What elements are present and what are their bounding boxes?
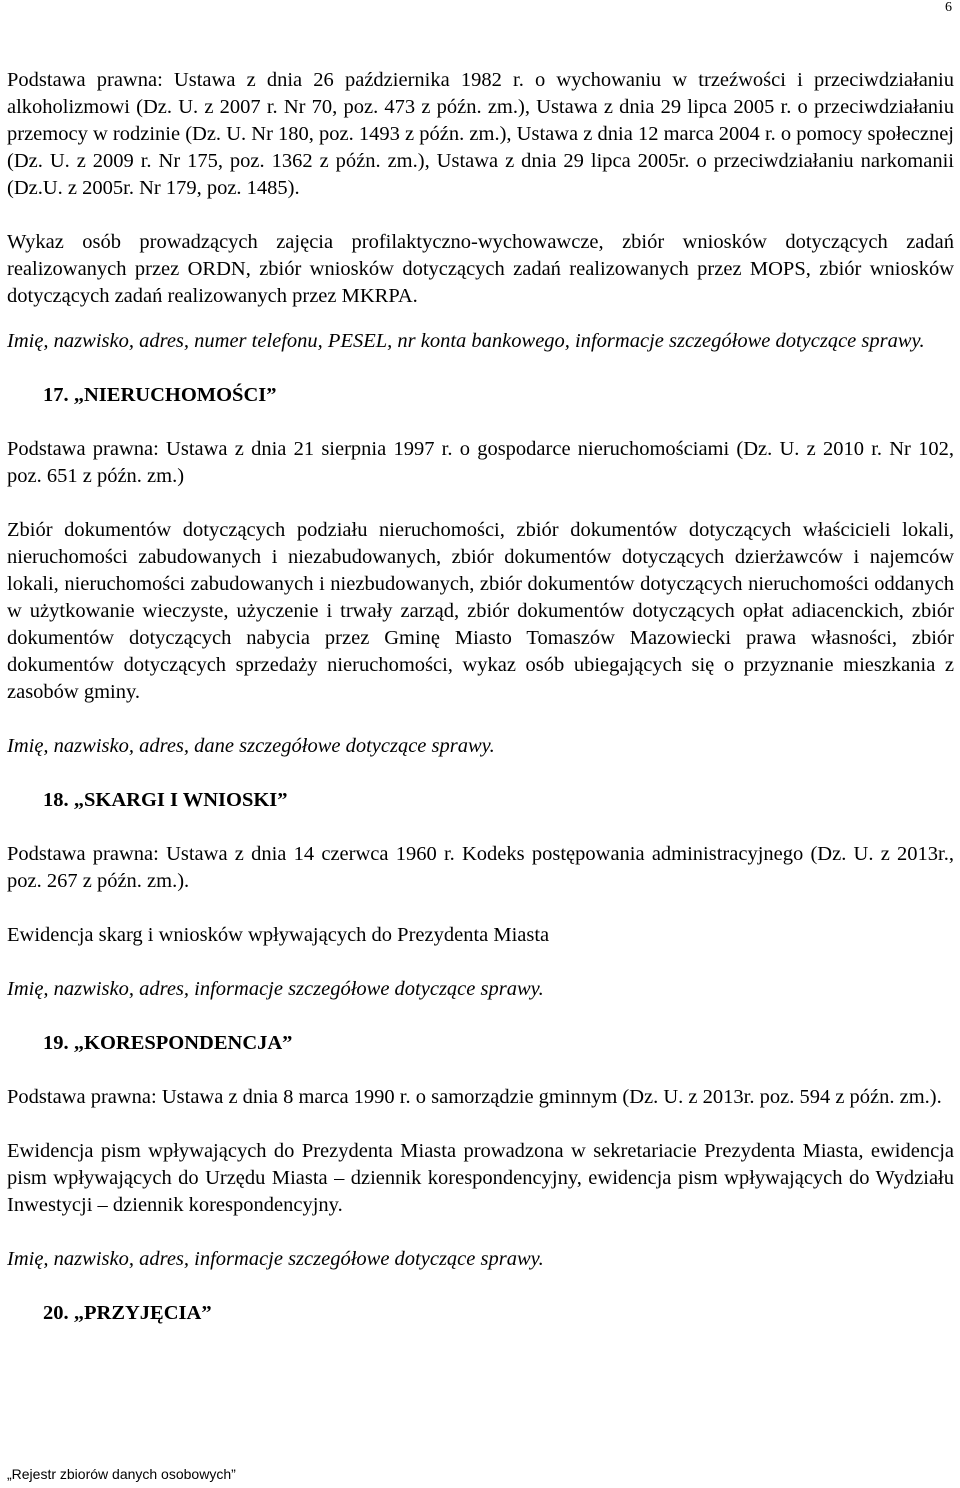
data-scope-section-16: Imię, nazwisko, adres, numer telefonu, PESEL, nr konta bankowego, informacje szczegółowe dotyczące sprawy.: [7, 330, 925, 352]
page-number: 6: [945, 0, 952, 15]
legal-basis-section-18: Podstawa prawna: Ustawa z dnia 14 czerwca 1960 r. Kodeks postępowania administracyjnego (Dz. U. z 2013r., poz. 267 z późn. zm.).: [7, 843, 954, 892]
heading-section-17: 17. „NIERUCHOMOŚCI”: [43, 384, 277, 406]
description-section-16: Wykaz osób prowadzących zajęcia profilaktyczno-wychowawcze, zbiór wniosków dotyczących zadań realizowanych przez ORDN, zbiór wniosków dotyczących zadań realizowanych przez MOPS, zbiór wniosków dotyczących zadań realizowanych przez MKRPA.: [7, 231, 954, 307]
description-section-18: Ewidencja skarg i wniosków wpływających do Prezydenta Miasta: [7, 924, 550, 946]
data-scope-section-19: Imię, nazwisko, adres, informacje szczegółowe dotyczące sprawy.: [7, 1248, 544, 1270]
heading-section-18: 18. „SKARGI I WNIOSKI”: [43, 789, 288, 811]
description-section-17: Zbiór dokumentów dotyczących podziału nieruchomości, zbiór dokumentów dotyczących właścicieli lokali, nieruchomości zabudowanych i niezabudowanych, zbiór dokumentów dotyczących dzierżawców i najemców lokali, nieruchomości zabudowanych i niezbudowanych, zbiór dokumentów dotyczących nieruchomości oddanych w użytkowanie wieczyste, użyczenie i trwały zarząd, zbiór dokumentów dotyczących opłat adiacenckich, zbiór dokumentów dotyczących nabycia przez Gminę Miasto Tomaszów Mazowiecki prawa własności, zbiór dokumentów dotyczących sprzedaży nieruchomości, wykaz osób ubiegających się o przyznanie mieszkania z zasobów gminy.: [7, 519, 954, 703]
data-scope-section-17: Imię, nazwisko, adres, dane szczegółowe dotyczące sprawy.: [7, 735, 495, 757]
page-footer: „Rejestr zbiorów danych osobowych”: [7, 1466, 236, 1482]
heading-section-19: 19. „KORESPONDENCJA”: [43, 1032, 293, 1054]
data-scope-section-18: Imię, nazwisko, adres, informacje szczegółowe dotyczące sprawy.: [7, 978, 544, 1000]
document-body: [7, 67, 954, 1327]
heading-section-20: 20. „PRZYJĘCIA”: [43, 1302, 212, 1324]
description-section-19: Ewidencja pism wpływających do Prezydenta Miasta prowadzona w sekretariacie Prezydenta Miasta, ewidencja pism wpływających do Urzędu Miasta – dziennik korespondencyjny, ewidencja pism wpływających do Wydziału Inwestycji – dziennik korespondencyjny.: [7, 1140, 954, 1216]
footer-divider: [7, 1463, 257, 1464]
legal-basis-section-16: Podstawa prawna: Ustawa z dnia 26 października 1982 r. o wychowaniu w trzeźwości i przeciwdziałaniu alkoholizmowi (Dz. U. z 2007 r. Nr 70, poz. 473 z późn. zm.), Ustawa z dnia 29 lipca 2005 r. o przeciwdziałaniu przemocy w rodzinie (Dz. U. Nr 180, poz. 1493 z późn. zm.), Ustawa z dnia 12 marca 2004 r. o pomocy społecznej (Dz. U. z 2009 r. Nr 175, poz. 1362 z późn. zm.), Ustawa z dnia 29 lipca 2005r. o przeciwdziałaniu narkomanii (Dz.U. z 2005r. Nr 179, poz. 1485).: [7, 69, 954, 199]
legal-basis-section-19: Podstawa prawna: Ustawa z dnia 8 marca 1990 r. o samorządzie gminnym (Dz. U. z 2013r. poz. 594 z późn. zm.).: [7, 1086, 942, 1108]
legal-basis-section-17: Podstawa prawna: Ustawa z dnia 21 sierpnia 1997 r. o gospodarce nieruchomościami (Dz. U. z 2010 r. Nr 102, poz. 651 z późn. zm.): [7, 438, 954, 487]
